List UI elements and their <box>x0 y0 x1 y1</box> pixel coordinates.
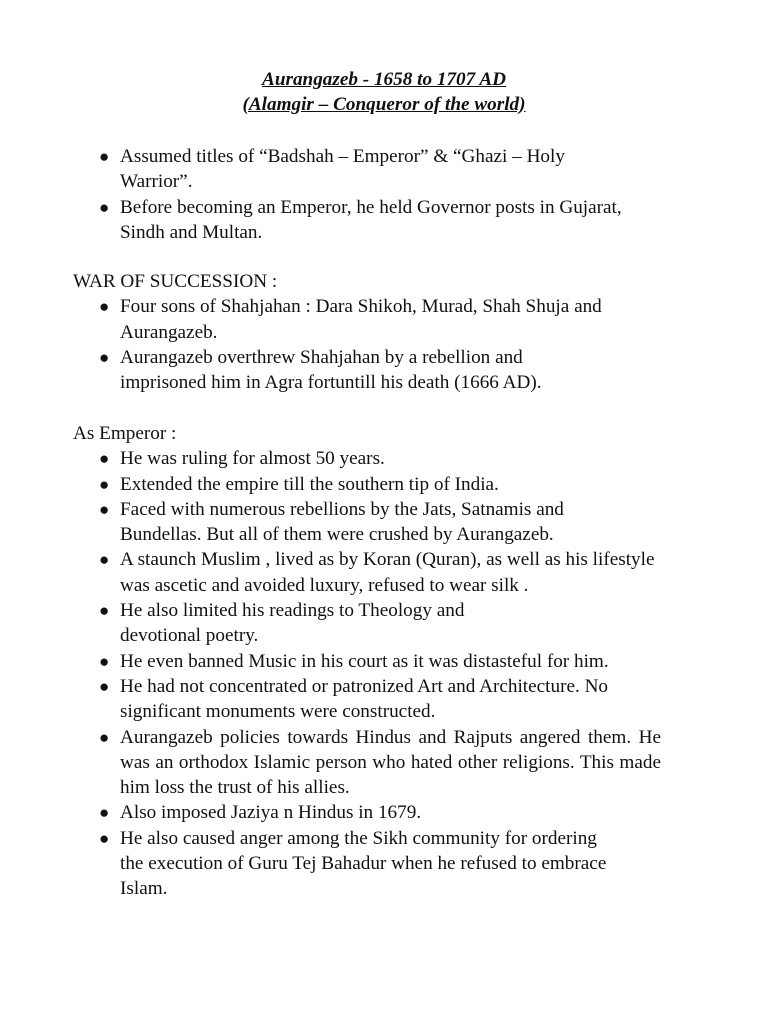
title-line-1: Aurangazeb - 1658 to 1707 AD <box>262 69 506 90</box>
list-item: ● Four sons of Shahjahan : Dara Shikoh, Murad, Shah Shuja and Aurangazeb. <box>99 296 602 343</box>
bullet-icon: ● <box>99 803 110 823</box>
war-bullet-list <box>0 294 615 395</box>
as-emperor-section <box>0 421 686 902</box>
bullet-icon: ● <box>99 550 110 570</box>
list-item: ● He was ruling for almost 50 years. <box>0 446 590 471</box>
intro-bullet-list <box>0 144 630 245</box>
bullet-icon: ● <box>99 474 110 494</box>
bullet-icon: ● <box>99 499 110 519</box>
bullet-icon: ● <box>99 828 110 848</box>
war-of-succession-section <box>0 269 615 395</box>
bullet-icon: ● <box>99 449 110 469</box>
bullet-icon: ● <box>99 297 110 317</box>
document-title <box>0 68 768 117</box>
list-item: ● Extended the empire till the southern tip of India. <box>0 472 590 497</box>
bullet-icon: ● <box>99 347 110 367</box>
list-item: ● He also caused anger among the Sikh community for ordering the execution of Guru Tej Bahadur when he refused to embrace Islam. <box>99 827 607 900</box>
section-heading: WAR OF SUCCESSION : <box>73 271 278 292</box>
list-item: ● Assumed titles of “Badshah – Emperor” & “Ghazi – Holy Warrior”. <box>99 146 565 193</box>
list-item: ● Also imposed Jaziya n Hindus in 1679. <box>0 800 620 825</box>
bullet-icon: ● <box>99 147 110 166</box>
list-item: ● Aurangazeb policies towards Hindus and Rajputs angered them. He was an orthodox Islamic person who hated other religions. This made him loss the trust of his allies. <box>99 726 661 799</box>
list-item: ● A staunch Muslim , lived as by Koran (Quran), as well as his lifestyle was ascetic and avoided luxury, refused to wear silk . <box>99 549 655 596</box>
bullet-icon: ● <box>99 601 110 621</box>
bullet-icon: ● <box>99 676 110 696</box>
title-line-2: (Alamgir – Conqueror of the world) <box>242 93 526 115</box>
list-item: ● He even banned Music in his court as it was distasteful for him. <box>0 649 640 674</box>
list-item: ● Before becoming an Emperor, he held Governor posts in Gujarat, Sindh and Multan. <box>99 196 622 243</box>
list-item: ● He also limited his readings to Theology and devotional poetry. <box>99 600 465 647</box>
section-heading: As Emperor : <box>73 423 177 444</box>
list-item: ● He had not concentrated or patronized Art and Architecture. No significant monuments were constructed. <box>99 675 609 723</box>
list-item: ● Aurangazeb overthrew Shahjahan by a rebellion and imprisoned him in Agra fortuntill his death (1666 AD). <box>99 346 542 394</box>
bullet-icon: ● <box>99 727 110 747</box>
bullet-icon: ● <box>99 197 110 217</box>
emperor-bullet-list <box>0 446 686 901</box>
bullet-icon: ● <box>99 651 110 671</box>
list-item: ● Faced with numerous rebellions by the Jats, Satnamis and Bundellas. But all of them were crushed by Aurangazeb. <box>99 498 564 546</box>
